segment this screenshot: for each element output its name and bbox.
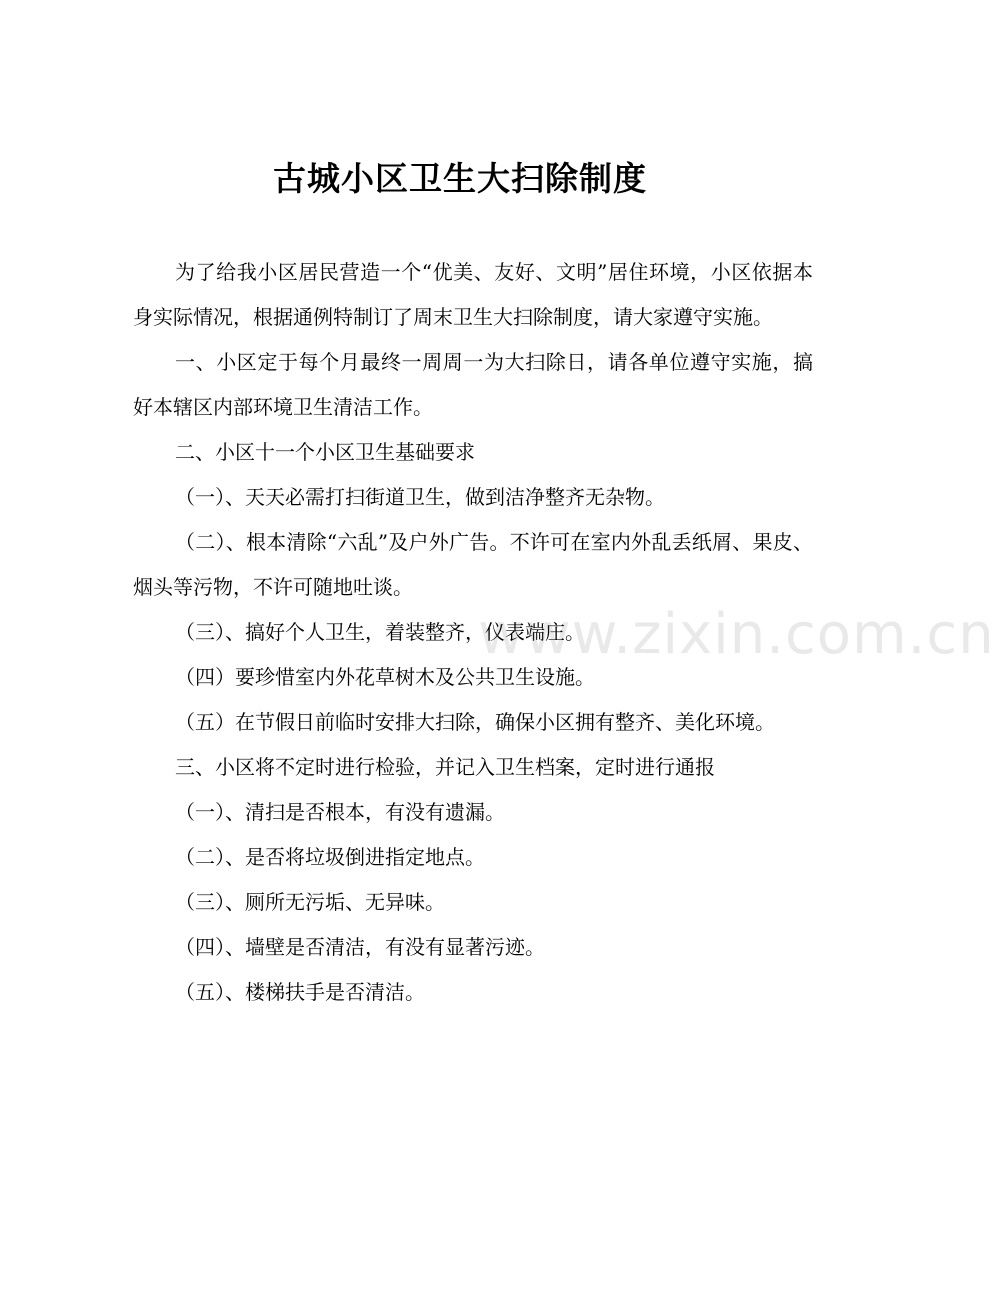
paragraph-section-3-item-3: （三）、厕所无污垢、无异味。 bbox=[175, 890, 445, 914]
paragraph-section-1: 一、小区定于每个月最终一周周一为大扫除日，请各单位遵守实施，搞好本辖区内部环境卫生清洁工作。 bbox=[133, 350, 813, 419]
paragraph-section-2-item-2: （二）、根本清除“六乱”及户外广告。不许可在室内外乱丢纸屑、果皮、烟头等污物，不许可随地吐谈。 bbox=[133, 530, 813, 599]
paragraph-section-3-item-1: （一）、清扫是否根本，有没有遗漏。 bbox=[175, 800, 505, 824]
paragraph-section-2-item-3: （三）、搞好个人卫生，着装整齐，仪表端庄。 bbox=[175, 620, 585, 644]
paragraph-section-3-item-5: （五）、楼梯扶手是否清洁。 bbox=[175, 980, 425, 1004]
paragraph-section-3-item-2: （二）、是否将垃圾倒进指定地点。 bbox=[175, 845, 485, 869]
paragraph-section-2-heading: 二、小区十一个小区卫生基础要求 bbox=[175, 440, 475, 464]
site-watermark: www.zixin.com.cn bbox=[478, 602, 995, 667]
paragraph-section-2-item-4: （四）要珍惜室内外花草树木及公共卫生设施。 bbox=[175, 665, 595, 689]
paragraph-section-3-heading: 三、小区将不定时进行检验，并记入卫生档案，定时进行通报 bbox=[175, 755, 715, 779]
paragraph-section-3-item-4: （四）、墙壁是否清洁，有没有显著污迹。 bbox=[175, 935, 545, 959]
paragraph-intro: 为了给我小区居民营造一个“优美、友好、文明”居住环境，小区依据本身实际情况，根据通例特制订了周末卫生大扫除制度，请大家遵守实施。 bbox=[133, 260, 813, 329]
document-title: 古城小区卫生大扫除制度 bbox=[273, 159, 647, 198]
paragraph-section-2-item-5: （五）在节假日前临时安排大扫除，确保小区拥有整齐、美化环境。 bbox=[175, 710, 775, 734]
paragraph-section-2-item-1: （一）、天天必需打扫街道卫生，做到洁净整齐无杂物。 bbox=[175, 485, 665, 509]
